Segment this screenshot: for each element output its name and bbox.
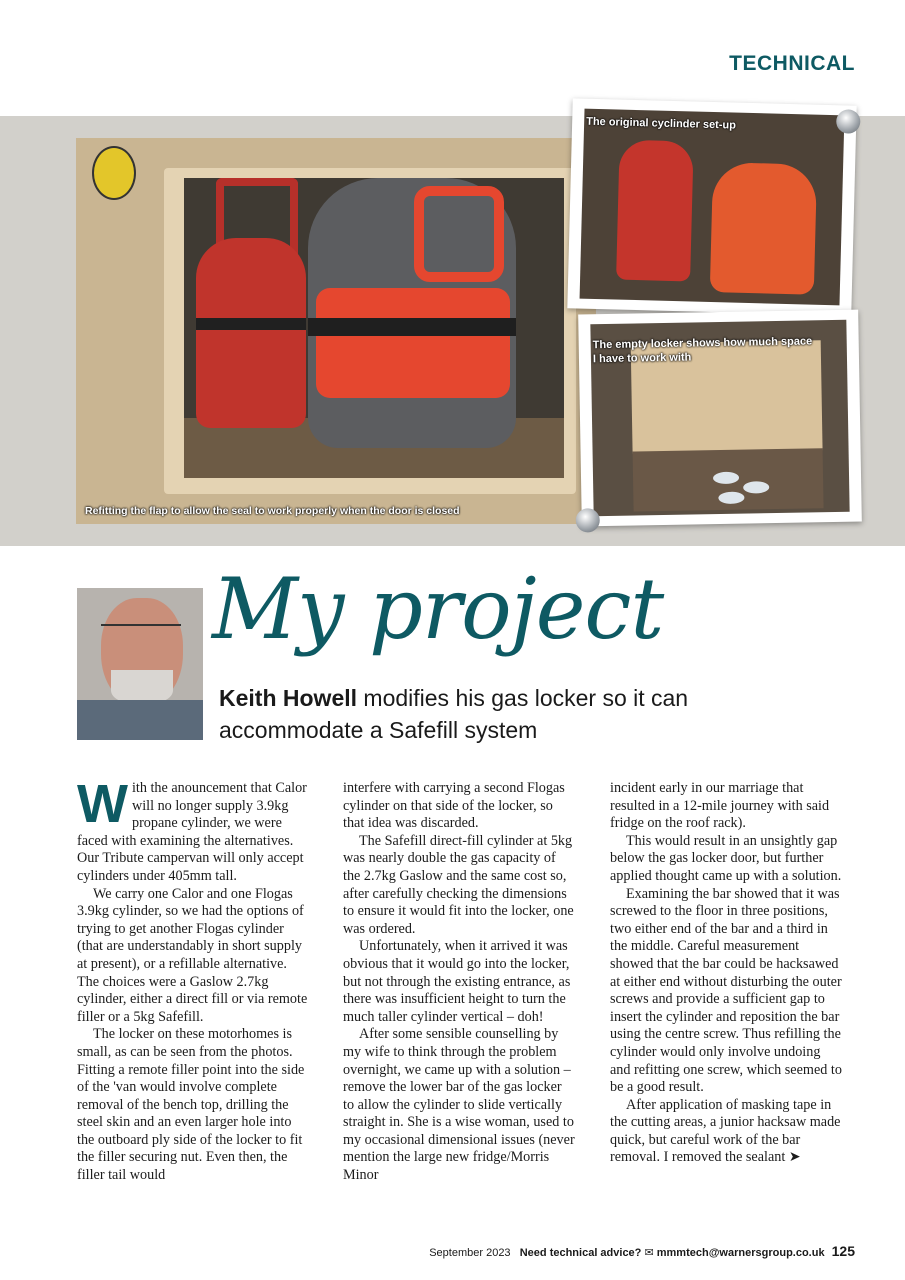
headline: My project [212, 560, 664, 658]
red-cylinder [616, 140, 694, 282]
paragraph: interfere with carrying a second Flogas cylinder on that side of the locker, so that idea was discarded. [343, 780, 565, 832]
paragraph: Examining the bar showed that it was screwed to the floor in three positions, two either end of the bar and a third in the middle. Careful measurement showed that the bar could be hacksawed at either end without disturbing the outer screws and provide a sufficient gap to insert the cylinder and reposition the bar using the centre screw. Thus refilling the cylinder would only involve undoing and refitting one screw, which seemed to be a good result. [610, 885, 842, 1096]
orange-cylinder [710, 162, 817, 295]
paragraph: The locker on these motorhomes is small, as can be seen from the photos. Fitting a remote filler point into the side of the 'van would involve complete removal of the bench top, drilling the steel skin and an even larger hole into the outboard ply side of the locker to fit the filler securing nut. Even then, the filler tail would [77, 1026, 305, 1184]
pressure-sticker [92, 146, 136, 200]
portrait-glasses [101, 624, 181, 640]
footer [429, 1243, 855, 1259]
author-name: Keith Howell [219, 685, 358, 711]
inset-photo-image [580, 109, 845, 306]
main-photo [76, 138, 596, 524]
inset2-caption: The empty locker shows how much space I have to work with [592, 335, 813, 366]
portrait-shirt [77, 700, 203, 740]
standfirst-text: modifies his gas locker so it can accommodate a Safefill system [219, 685, 689, 743]
body-column-3 [610, 780, 842, 1167]
portrait-beard [111, 670, 173, 704]
inset-photo-original [567, 98, 856, 315]
inset1-caption: The original cyclinder set-up [586, 115, 737, 132]
inset-photo-empty-locker [578, 310, 862, 527]
standfirst [219, 682, 779, 746]
email-icon: ✉ [644, 1247, 654, 1259]
safefill-handle [414, 186, 504, 282]
paragraph: incident early in our marriage that resulted in a 12-mile journey with said fridge on the roof rack). [610, 780, 830, 832]
paragraph: The Safefill direct-fill cylinder at 5kg was nearly double the gas capacity of the 2.7kg Gaslow and the same cost so, after carefully checking the dimensions to ensure it would fit into the locker, one was ordered. [343, 832, 574, 937]
paragraph: This would result in an unsightly gap below the gas locker door, but further applied thought came up with a solution. [610, 832, 842, 884]
main-photo-caption: Refitting the flap to allow the seal to work properly when the door is closed [85, 505, 460, 517]
safefill-band [316, 288, 510, 398]
paragraph: After some sensible counselling by my wife to think through the problem overnight, we came up with a solution – remove the lower bar of the gas locker to allow the cylinder to slide vertically straight in. She is a wise woman, used to my occasional dimensional issues (never mention the large new fridge/Morris Minor [343, 1026, 575, 1184]
author-portrait [77, 588, 203, 740]
safefill-strap [308, 318, 516, 336]
paragraph: After application of masking tape in the cutting areas, a junior hacksaw made quick, but careful work of the bar removal. I removed the sealant ➤ [610, 1096, 841, 1166]
advice-label: Need technical advice? [519, 1247, 642, 1259]
paragraph: With the anouncement that Calor will no longer supply 3.9kg propane cylinder, we were faced with examining the alternatives. Our Tribute campervan will only accept cylinders under 405mm tall. [77, 774, 307, 884]
paragraph: We carry one Calor and one Flogas 3.9kg cylinder, so we had the options of trying to get another Flogas cylinder (that are understandably in short supply at present), or a refillable alternative. The choices were a Gaslow 2.7kg cylinder, either a direct fill or via remote filler or a 5kg Safefill. [77, 885, 308, 1025]
paragraph: Unfortunately, when it arrived it was obvious that it would go into the locker, but not through the existing entrance, as there was insufficient height to turn the much taller cylinder vertical – doh! [343, 938, 571, 1025]
section-label: TECHNICAL [729, 52, 855, 75]
body-column-2 [343, 780, 575, 1185]
contact-email[interactable]: mmmtech@warnersgroup.co.uk [656, 1247, 825, 1259]
dropcap: W [77, 774, 128, 834]
cylinder-strap [196, 318, 306, 330]
page-number: 125 [831, 1243, 855, 1259]
issue-date: September 2023 [429, 1247, 511, 1259]
body-column-1 [77, 774, 309, 1185]
red-cylinder [196, 238, 306, 428]
